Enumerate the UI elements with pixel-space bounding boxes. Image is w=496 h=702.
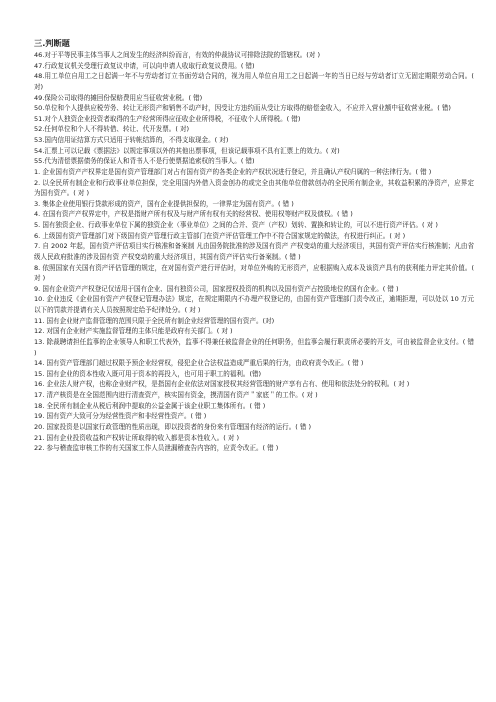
question-item: 2. 以全民所有制企业和行政事业单位担保，完全用国内外借入资金创办的或完全由其他单位借款创办的全民所有制企业，其收益积累的净资产，应界定为国有资产。( 对 ) — [34, 178, 474, 198]
question-item: 17. 清产核资是在全国范围内进行清查资产，核实国有资金，摸清国有资产＂家底＂的工作。( 对 ) — [34, 391, 318, 399]
question-item: 46.对于平等民事主体当事人之间发生的经济纠纷而言，有效的仲裁协议可排除法院的管辖权。(对 ) — [34, 51, 321, 59]
question-item: 21. 国有企业投资收益和产权转让所取得的收入都是资本性收入。( 对 ) — [34, 433, 240, 442]
question-item: 51.对个人独资企业投资者取得的生产经营所得应征收企业所得税，不征收个人所得税。( 错) — [34, 114, 301, 123]
question-item: 19. 国有资产大致可分为经营性资产和非经营性资产。( 错 ) — [34, 412, 207, 421]
question-item: 1. 企业国有资产产权界定是国有资产管理部门对占有国有资产的各类企业的产权状况进行登记，并且确认产权归属的一种法律行为。( 错 ) — [34, 167, 432, 176]
question-item: 49.保险公司取得的摊回份保赔费用应当征收营业税。( 错) — [34, 93, 203, 102]
question-item: 52.任何单位和个人不得转借、转让、代开发票。( 对) — [34, 125, 190, 134]
document-page — [34, 38, 474, 454]
question-item: 6. 上级国有资产管理部门对下级国有资产管理行政主管部门在资产评估管理工作中不符合国家规定的做法，有权进行纠正。( 对 ) — [34, 231, 406, 240]
question-item: 4. 在国有资产产权界定中，产权是指财产所有权及与财产所有权有关的经营权、使用权等财产权及债权。( 错 ) — [34, 210, 353, 219]
question-item: 20. 国家投资是以国家行政管理的性质出现，即以投资者的身份来有管理国有经济的运行。( 错 ) — [34, 422, 312, 431]
question-item: 8. 依照国家有关国有资产评估管理的规定，在对国有资产进行评估时，对单位外购的无形资产，应根据购入成本及该资产具有的获利能力评定其价值。( 对 ) — [34, 263, 474, 283]
question-item: 10. 企业违反《企业国有资产产权登记管理办法》规定，在规定期限内不办理产权登记的，由国有资产管理部门责令改正，逾期拒理，可以处以 10 万元以下的罚款并提请有关人员按照规定给予纪律处分。( 对 ) — [34, 295, 474, 314]
question-item: 14. 国有资产管理部门超过权限予预企业经营权，侵犯企业合法权益造成严重后果的行为，由政府责令改正。( 错 ) — [34, 359, 364, 368]
question-item: 12. 对国有企业财产实施监督管理的主体只能是政府有关部门。( 对 ) — [34, 327, 233, 336]
question-item: 18. 全民所有制企业从税后利润中提取的公益金属于该企业职工集体所有。( 错 ) — [34, 401, 266, 410]
question-item: 22. 参与稽查监审核工作的有关国家工作人员泄漏稽查告内容的，应责令改正。( 错 ) — [34, 444, 279, 453]
question-item: 47.行政复议机关受理行政复议申请，可以向申请人收取行政复议费用。( 错) — [34, 61, 255, 70]
question-item: 55.代为清偿票据债务的保证人和背书人不是行使票据追索权的当事人。( 错) — [34, 157, 255, 166]
question-item: 15. 国有企业的资本性收入既可用于资本的再投入，也可用于职工的福利。(错) — [34, 369, 262, 378]
question-item: 16. 企业法人财产权，也称企业财产权，是指国有企业依法对国家授权其经营管理的财产享有占有、使用和依法处分的权利。( 对 ) — [34, 380, 410, 389]
section-title: 三.判断题 — [34, 38, 70, 48]
question-item: 3. 集体企业使用银行贷款形成的资产，国有企业提供担保的，一律界定为国有资产。( 错 ) — [34, 199, 294, 208]
question-item: 9. 国有企业资产产权登记仅适用于国有企业、国有独资公司，国家授权投资的机构以及国有资产占控股地位的国有企业。( 错 ) — [34, 284, 399, 293]
question-item: 48.用工单位自用工之日起满一年不与劳动者订立书面劳动合同的，视为用人单位自用工之日起满一年的当日已经与劳动者订立无固定期限劳动合同。( 对) — [34, 72, 474, 91]
question-item: 13. 除裁聘请担任监事的企业领导人和职工代表外，监事不得兼任被监督企业的任何职务，但监事会履行职责所必要的开支，可由被监督企业支付。( 错 ) — [34, 337, 474, 357]
question-item: 11. 国有企业财产监督管理的范围只限于全民所有制企业经营管理的国有资产。(对) — [34, 316, 275, 325]
question-item: 54.汇票上可以记载《票据法》以规定事项以外的其他出票事项，但该记载事项不具有汇票上的效力。( 对) — [34, 146, 340, 155]
question-item: 5. 国有独资企业、行政事业单位下属的独资企业（事业单位）之间的合并、资产（产权）划转、置换和转让的，可以不进行资产评估。( 对 ) — [34, 221, 438, 229]
question-list — [34, 50, 474, 454]
question-item: 53.国内信用证结算方式只适用于转帐结算的，不得支取现金。( 对) — [34, 136, 229, 144]
question-item: 7. 自 2002 年起，国有资产评估项目实行核准和备案制 凡由国务院批准的涉及国有资产 产权变动的重大经济项目，其国有资产评估实行核准制；凡由省级人民政府批准的涉及国有资 产权变动的重大经济项目，其国有资产评估实行备案制。( 错 ) — [34, 242, 474, 261]
question-item: 50.单位和个人提供应税劳务、转让无形资产和销售不动产时，因受让方违约而从受让方取得的赔偿金收入，不应并入营业额中征收营业税。( 错) — [34, 104, 451, 113]
